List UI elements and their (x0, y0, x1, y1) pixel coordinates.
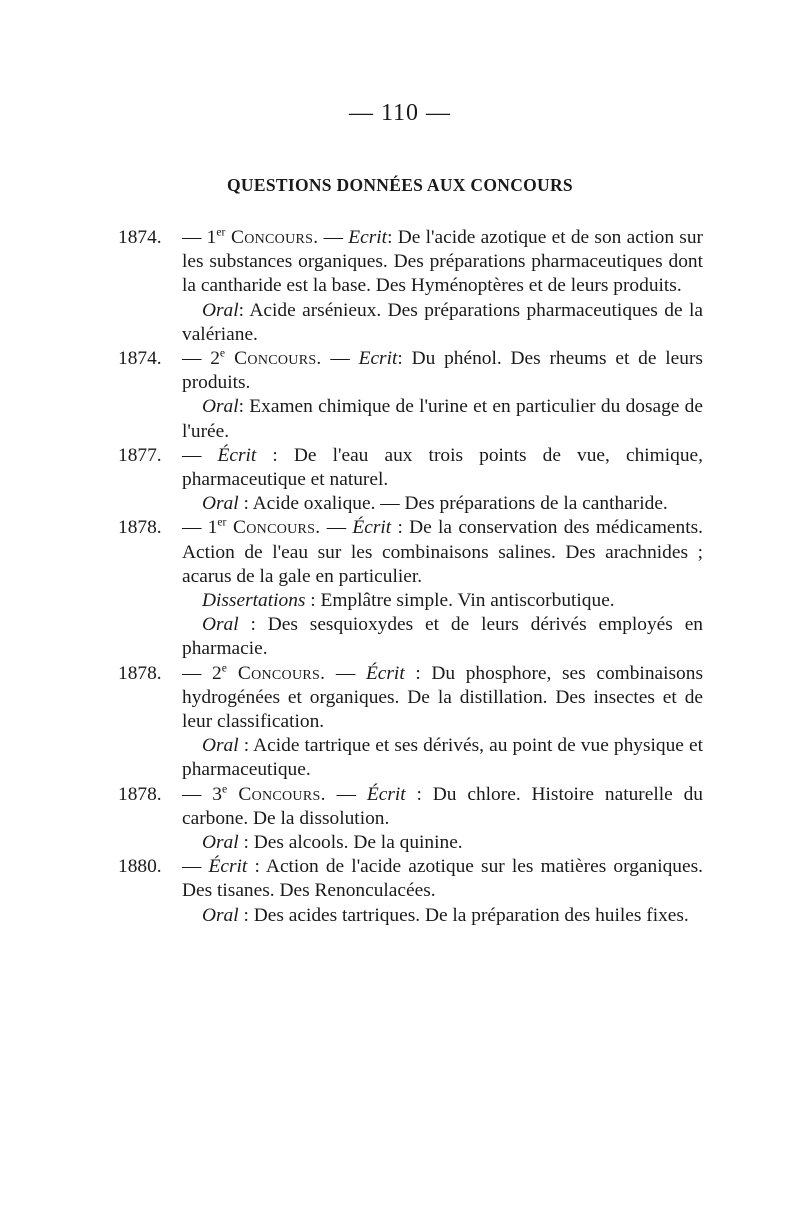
written-text: : Du phosphore, ses combinaisons hydrogénées et organiques. De la distillation. Des insectes et de leur classification. (182, 662, 703, 733)
exam-entry (118, 662, 703, 783)
written-text: : De la conservation des médicaments. Action de l'eau sur les combinaisons salines. Des arachnides ; acarus de la gale en particulier. (182, 517, 703, 587)
written-label: Écrit (217, 444, 257, 466)
written-label: Écrit (366, 783, 406, 805)
oral-label: Oral (202, 904, 239, 926)
written-text: : Du chlore. Histoire naturelle du carbone. De la dissolution. (182, 783, 703, 829)
entry-year: 1877. (118, 444, 162, 466)
exam-entry (118, 783, 703, 856)
written-label: Ecrit (358, 348, 398, 370)
written-exam: — Écrit : De l'eau aux trois points de vue, chimique, pharmaceutique et naturel. (182, 444, 703, 491)
entry-year: 1874. (118, 227, 162, 248)
oral-text: : Acide oxalique. — Des préparations de la cantharide. (238, 493, 668, 515)
section-heading: QUESTIONS DONNÉES AUX CONCOURS (227, 175, 573, 195)
written-exam: — Écrit : Action de l'acide azotique sur les matières organiques. Des tisanes. Des Renonculacées. (182, 856, 703, 902)
written-text: : De l'acide azotique et de son action sur les substances organiques. Des préparations pharmaceutiques dont la cantharide est la base. Des Hyménoptères et de leurs produits. (182, 227, 703, 297)
written-exam: — 2e Concours. — Écrit : Du phosphore, ses combinaisons hydrogénées et organiques. De la distillation. Des insectes et de leur classification. (182, 661, 703, 733)
oral-label: Oral (202, 735, 239, 757)
oral-exam (182, 395, 703, 443)
exam-entry (118, 444, 703, 517)
exam-entry (118, 855, 703, 928)
written-label: Écrit (365, 662, 405, 684)
exam-entry (118, 516, 703, 661)
oral-exam (182, 613, 703, 661)
exam-questions-list (118, 226, 703, 928)
dissertations-label: Dissertations (202, 590, 306, 612)
written-text: : Action de l'acide azotique sur les matières organiques. Des tisanes. Des Renonculacées. (182, 856, 703, 902)
oral-exam (182, 831, 703, 855)
exam-entry (118, 226, 703, 347)
oral-label: Oral (202, 299, 239, 321)
entry-year: 1878. (118, 517, 162, 539)
dissertations (182, 589, 703, 613)
entry-year: 1880. (118, 856, 162, 878)
oral-text: : Des alcools. De la quinine. (238, 832, 463, 854)
oral-exam (182, 734, 703, 782)
oral-text: : Acide arsénieux. Des préparations pharmaceutiques de la valériane. (182, 299, 703, 345)
dissertations-text: : Emplâtre simple. Vin antiscorbutique. (305, 590, 615, 612)
oral-text: : Acide tartrique et ses dérivés, au point de vue physique et pharmaceutique. (182, 735, 703, 781)
oral-label: Oral (202, 832, 239, 854)
written-label: Ecrit (348, 227, 388, 248)
oral-exam (182, 492, 703, 516)
oral-text: : Des sesquioxydes et de leurs dérivés employés en pharmacie. (182, 614, 703, 660)
exam-entry (118, 347, 703, 444)
oral-label: Oral (202, 614, 239, 636)
written-exam: — 3e Concours. — Écrit : Du chlore. Histoire naturelle du carbone. De la dissolution. (182, 782, 703, 829)
entry-year: 1878. (118, 783, 162, 805)
written-exam: — 1er Concours. — Écrit : De la conservation des médicaments. Action de l'eau sur les combinaisons salines. Des arachnides ; acarus de la gale en particulier. (182, 515, 703, 587)
written-label: Écrit (208, 856, 248, 878)
oral-text: : Des acides tartriques. De la préparation des huiles fixes. (238, 904, 689, 926)
oral-label: Oral (202, 493, 239, 515)
entry-year: 1878. (118, 662, 162, 684)
entry-year: 1874. (118, 348, 162, 370)
oral-text: : Examen chimique de l'urine et en particulier du dosage de l'urée. (182, 396, 703, 442)
written-exam: — 1er Concours. — Ecrit: De l'acide azotique et de son action sur les substances organiques. Des préparations pharmaceutiques dont la cantharide est la base. Des Hyménoptères et de leurs produits. (182, 225, 703, 297)
written-text: : De l'eau aux trois points de vue, chimique, pharmaceutique et naturel. (182, 444, 703, 491)
written-label: Écrit (352, 517, 392, 539)
page-number: — 110 — (348, 100, 452, 126)
written-exam: — 2e Concours. — Ecrit: Du phénol. Des rheums et de leurs produits. (182, 346, 703, 394)
oral-exam (182, 299, 703, 347)
oral-exam (182, 904, 703, 928)
oral-label: Oral (202, 396, 239, 418)
written-text: : Du phénol. Des rheums et de leurs produits. (182, 348, 703, 394)
